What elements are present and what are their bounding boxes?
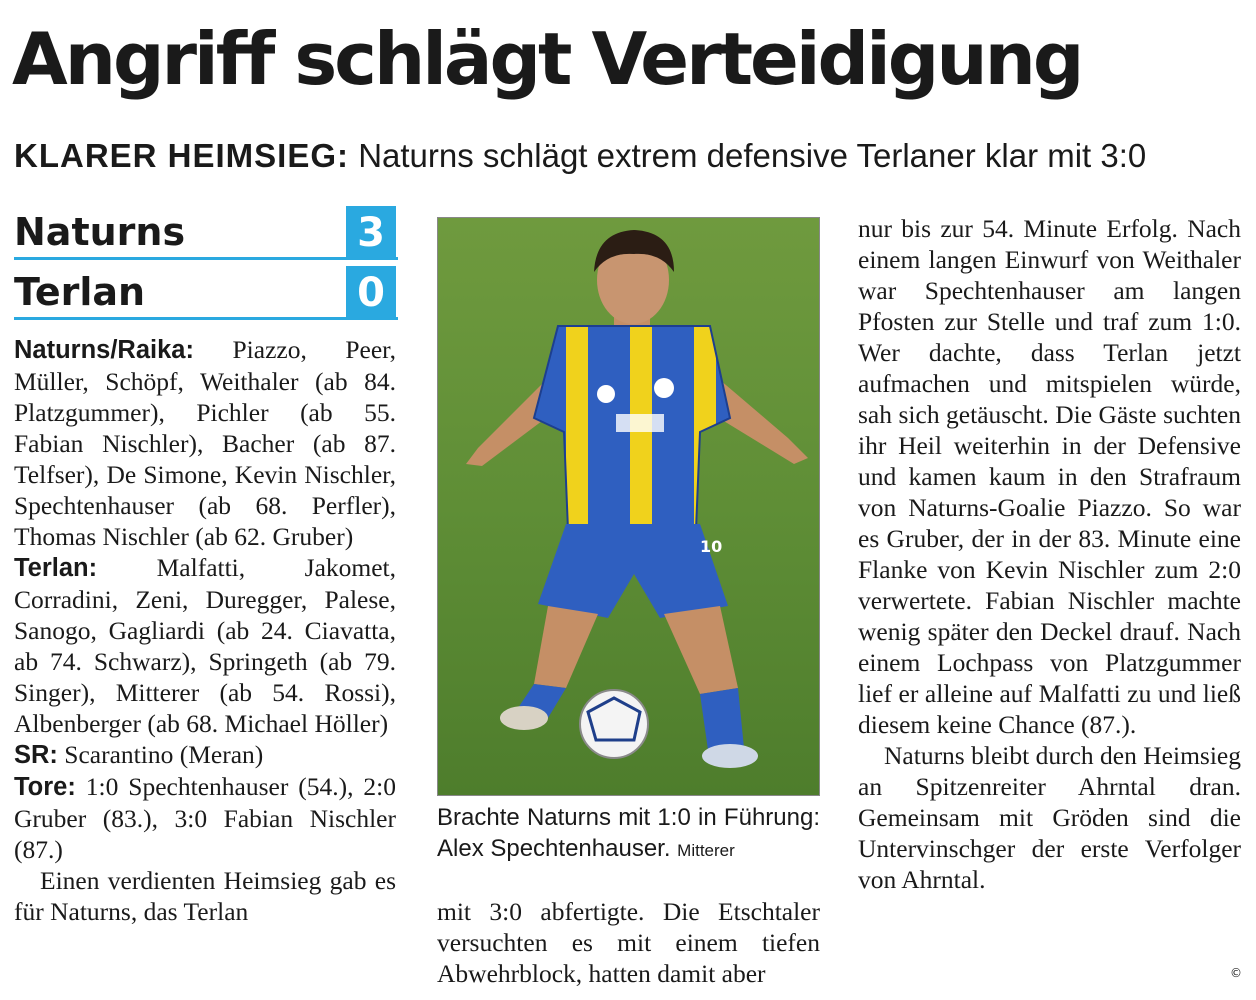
lineup-block: [14, 334, 396, 927]
referee-name: Scarantino (Meran): [64, 740, 264, 769]
score-row-away: [14, 266, 398, 320]
subline: [14, 136, 1250, 176]
article-col3-para1: nur bis zur 54. Minute Erfolg. Nach einem langen Einwurf von Weithaler war Spechtenhauser am langen Pfosten zur Stelle und traf zum 1:0. Wer dachte, dass Terlan jetzt aufmachen und mitspielen würde, sah sich getäuscht. Die Gäste suchten ihr Heil weiterhin in der Defensive und kamen kaum in den Strafraum von Naturns-Goalie Piazzo. So war es Gruber, der in der 83. Minute eine Flanke von Kevin Nischler zum 2:0 verwertete. Fabian Nischler machte wenig später den Deckel drauf. Nach einem Lochpass von Platzgummer lief er alleine auf Malfatti zu und ließ diesem keine Chance (87.).: [858, 214, 1241, 739]
player-photo: [437, 217, 820, 796]
away-lineup-players: Malfatti, Jakomet, Corradini, Zeni, Duregger, Palese, Sanogo, Gagliardi (ab 24. Ciavatta, ab 74. Schwarz), Springeth (ab 79. Singer), Mitterer (ab 54. Rossi), Albenberger (ab 68. Michael Höller): [14, 553, 396, 738]
photo-caption: [437, 802, 820, 866]
photo-credit: Mitterer: [677, 841, 735, 860]
article-col2-text: mit 3:0 abfertigte. Die Etschtaler versuchten es mit einem tiefen Abwehrblock, hatten damit aber: [437, 897, 820, 988]
goals-line: [14, 771, 396, 865]
article-col3: [858, 213, 1241, 895]
caption-text: Brachte Naturns mit 1:0 in Führung: Alex Spechtenhauser.: [437, 804, 820, 862]
away-score: 0: [346, 266, 396, 320]
away-team-name: Terlan: [14, 270, 146, 314]
home-lineup-players: Piazzo, Peer, Müller, Schöpf, Weithaler (ab 84. Platzgummer), Pichler (ab 55. Fabian Nischler), Bacher (ab 87. Telfser), De Simone, Kevin Nischler, Spechtenhauser (ab 68. Perfler), Thomas Nischler (ab 62. Gruber): [14, 335, 396, 551]
jersey-number: 10: [700, 537, 723, 556]
subline-text: Naturns schlägt extrem defensive Terlaner klar mit 3:0: [358, 137, 1147, 174]
article-col3-para2: Naturns bleibt durch den Heimsieg an Spitzenreiter Ahrntal dran. Gemeinsam mit Gröden sind die Untervinschger der erste Verfolger von Ahrntal.: [858, 741, 1241, 894]
score-row-home: [14, 206, 398, 260]
goals-list: 1:0 Spechtenhauser (54.), 2:0 Gruber (83.), 3:0 Fabian Nischler (87.): [14, 772, 396, 864]
away-lineup-label: Terlan:: [14, 554, 98, 582]
referee-label: SR:: [14, 741, 58, 769]
away-lineup: [14, 552, 396, 739]
home-score: 3: [346, 206, 396, 260]
copyright-mark: ©: [1230, 966, 1242, 980]
home-team-name: Naturns: [14, 210, 186, 254]
home-lineup-label: Naturns/Raika:: [14, 336, 194, 364]
score-divider: [14, 317, 398, 320]
subline-kicker: KLARER HEIMSIEG:: [14, 137, 350, 174]
headline: Angriff schlägt Verteidigung: [12, 17, 1082, 101]
article-col2: [437, 896, 820, 989]
goals-label: Tore:: [14, 773, 76, 801]
article-col1: Einen verdienten Heimsieg gab es für Naturns, das Terlan: [14, 866, 396, 926]
score-divider: [14, 257, 398, 260]
referee-line: [14, 739, 396, 771]
home-lineup: [14, 334, 396, 552]
